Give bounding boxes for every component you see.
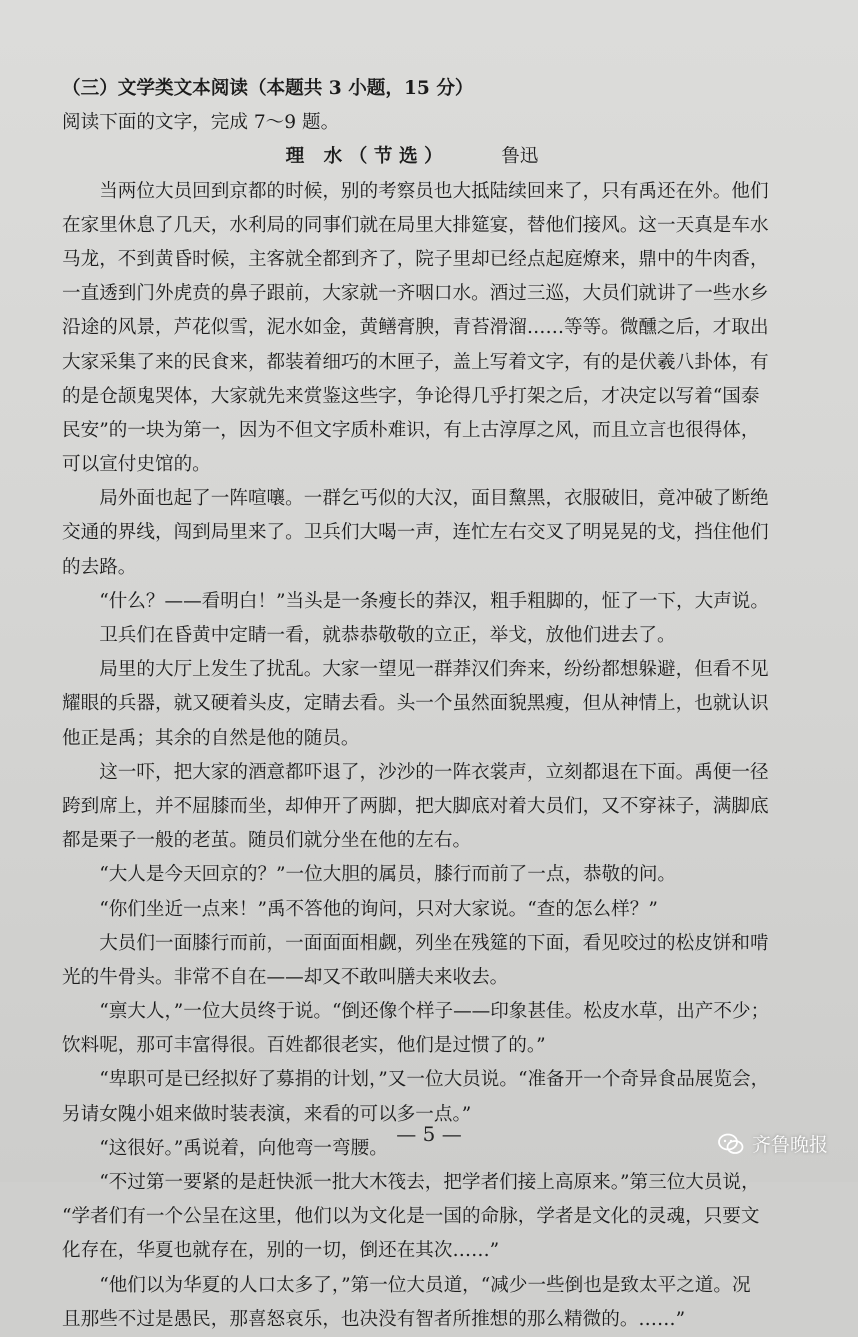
passage-author: 鲁迅 [501,146,539,168]
passage-line: 大员们一面膝行而前，一面面面相觑，列坐在残筵的下面，看见咬过的松皮饼和啃 [62,932,769,954]
passage-line: “什么？——看明白！”当头是一条瘦长的莽汉，粗手粗脚的，怔了一下，大声说。 [62,590,769,612]
passage-line: “卑职可是已经拟好了募捐的计划，”又一位大员说。“准备开一个奇异食品展览会， [62,1069,770,1091]
passage-line: 饮料呢，那可丰富得很。百姓都很老实，他们是过惯了的。” [62,1035,546,1057]
passage-line: 另请女隗小姐来做时装表演，来看的可以多一点。” [62,1103,472,1125]
page-number: — 5 — [396,1122,462,1146]
watermark-text: 齐鲁晚报 [751,1134,828,1156]
passage-line: 大家采集了来的民食来，都装着细巧的木匣子，盖上写着文字，有的是伏羲八卦体，有 [62,351,769,373]
passage-line: 当两位大员回到京都的时候，别的考察员也大抵陆续回来了，只有禹还在外。他们 [62,180,769,202]
watermark [718,1130,828,1157]
passage-line: “这很好。”禹说着，向他弯一弯腰。 [62,1137,388,1159]
passage-body [62,175,770,1337]
instruction: 阅读下面的文字，完成 7～9 题。 [62,112,340,134]
passage-line: 马龙，不到黄昏时候，主客就全都到齐了，院子里却已经点起庭燎来，鼎中的牛肉香， [62,248,769,270]
wechat-icon [718,1133,744,1155]
passage-line: 一直透到门外虎贲的鼻子跟前，大家就一齐咽口水。酒过三巡，大员们就讲了一些水乡 [62,283,769,305]
passage-line: 这一吓，把大家的酒意都吓退了，沙沙的一阵衣裳声，立刻都退在下面。禹便一径 [62,761,769,783]
passage-line: “你们坐近一点来！”禹不答他的询问，只对大家说。“查的怎么样？” [62,898,658,920]
passage-line: 局外面也起了一阵喧嚷。一群乞丐似的大汉，面目黧黑，衣服破旧，竟冲破了断绝 [62,488,769,510]
passage-line: 在家里休息了几天，水利局的同事们就在局里大排筵宴，替他们接风。这一天真是车水 [62,214,769,236]
passage-line: 沿途的风景，芦花似雪，泥水如金，黄鳝膏腴，青苔滑溜……等等。微醺之后，才取出 [62,317,769,339]
passage-line: 的是仓颉鬼哭体，大家就先来赏鉴这些字，争论得几乎打架之后，才决定以写着“国泰 [62,385,760,407]
passage-title: 理 水（节选） [285,146,450,168]
passage-line: 局里的大厅上发生了扰乱。大家一望见一群莽汉们奔来，纷纷都想躲避，但看不见 [62,659,769,681]
reading-passage [62,72,770,1337]
passage-line: 光的牛骨头。非常不自在——却又不敢叫膳夫来收去。 [62,966,509,988]
passage-line: 耀眼的兵器，就又硬着头皮，定睛去看。头一个虽然面貌黑瘦，但从神情上，也就认识 [62,693,769,715]
passage-line: 卫兵们在昏黄中定睛一看，就恭恭敬敬的立正，举戈，放他们进去了。 [62,625,676,646]
passage-line: “禀大人，”一位大员终于说。“倒还像个样子——印象甚佳。松皮水草，出产不少； [62,1001,770,1023]
passage-line: 化存在，华夏也就存在，别的一切，倒还在其次……” [62,1240,500,1262]
passage-line: 跨到席上，并不屈膝而坐，却伸开了两脚，把大脚底对着大员们，又不穿袜子，满脚底 [62,795,769,817]
passage-line: 的去路。 [62,556,137,578]
passage-line: “学者们有一个公呈在这里，他们以为文化是一国的命脉，学者是文化的灵魂，只要文 [62,1206,760,1228]
passage-line: “不过第一要紧的是赶快派一批大木筏去，把学者们接上高原来。”第三位大员说， [62,1172,760,1193]
passage-line: 可以宣付史馆的。 [62,454,211,476]
passage-line: 交通的界线，闯到局里来了。卫兵们大喝一声，连忙左右交叉了明晃晃的戈，挡住他们 [62,522,769,544]
passage-line: “他们以为华夏的人口太多了，”第一位大员道，“减少一些倒也是致太平之道。况 [62,1274,751,1296]
passage-line: 民安”的一块为第一，因为不但文字质朴难识，有上古淳厚之风，而且立言也很得体， [62,419,760,441]
passage-line: 他正是禹；其余的自然是他的随员。 [62,727,360,749]
passage-line: 且那些不过是愚民，那喜怒哀乐，也决没有智者所推想的那么精微的。……” [62,1308,686,1330]
passage-title-line [62,140,762,174]
section-heading: （三）文学类文本阅读（本题共 3 小题，15 分） [62,78,474,99]
passage-line: 都是栗子一般的老茧。随员们就分坐在他的左右。 [62,830,472,852]
passage-line: “大人是今天回京的？”一位大胆的属员，膝行而前了一点，恭敬的问。 [62,864,677,886]
